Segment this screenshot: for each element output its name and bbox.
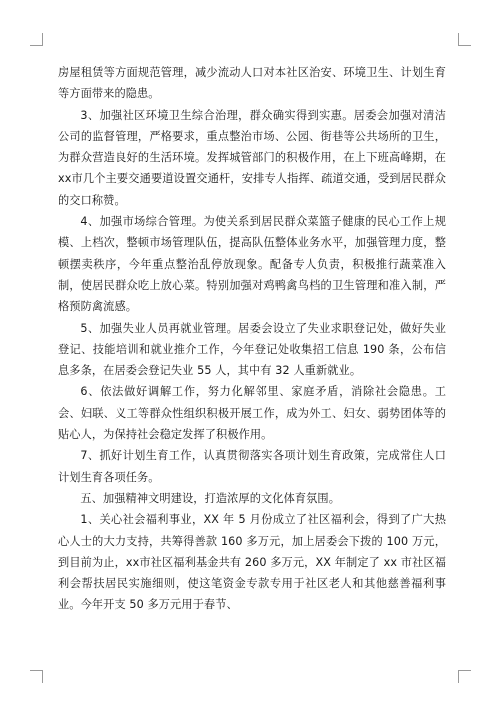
section-heading-5: 五、加强精神文明建设，打造浓厚的文化体育氛围。 [80,491,341,505]
crop-mark-top-right [458,33,471,46]
crop-mark-bottom-left [30,670,43,683]
crop-mark-bottom-right [458,670,471,683]
paragraph-section5-item-1: 1、关心社会福利事业，XX 年 5 月份成立了社区福利会，得到了广大热心人士的大力支持，共筹得善款 160 多万元，加上居委会下拨的 100 万元，到目前为止，xx市社区福利基金共有 260 多万元，XX 年制定了 xx 市社区福利会帮扶居民实施细则，使这笔资金专款专用于社区老人和其他慈善福利事业。今年开支 50 多万元用于春节、 [58,513,446,612]
document-body [58,62,446,616]
paragraph-item-3: 3、加强社区环境卫生综合治理，群众确实得到实惠。居委会加强对清洁公司的监督管理，严格要求，重点整治市场、公园、街巷等公共场所的卫生，为群众营造良好的生活环境。发挥城管部门的积极作用，在上下班高峰期，在xx市几个主要交通要道设置交通杆，安排专人指挥、疏道交通，受到居民群众的交口称赞。 [58,108,446,207]
paragraph-item-4: 4、加强市场综合管理。为使关系到居民群众菜篮子健康的民心工作上规模、上档次，整顿市场管理队伍，提高队伍整体业务水平，加强管理力度，整顿摆卖秩序，今年重点整治乱停放现象。配备专人负责，积极推行蔬菜准入制，使居民群众吃上放心菜。特别加强对鸡鸭禽鸟档的卫生管理和准入制，严格预防禽流感。 [58,215,446,314]
crop-mark-top-left [30,33,43,46]
paragraph-continued: 房屋租赁等方面规范管理，减少流动人口对本社区治安、环境卫生、计划生育等方面带来的隐患。 [58,66,446,101]
paragraph-item-5: 5、加强失业人员再就业管理。居委会设立了失业求职登记处，做好失业登记、技能培训和就业推介工作，今年登记处收集招工信息 190 条，公布信息多条，在居委会登记失业 55 人，其中有 32 人重新就业。 [58,321,446,378]
paragraph-item-6: 6、依法做好调解工作，努力化解邻里、家庭矛盾，消除社会隐患。工会、妇联、义工等群众性组织积极开展工作，成为外工、妇女、弱势团体等的贴心人，为保持社会稳定发挥了积极作用。 [58,385,446,442]
paragraph-item-7: 7、抓好计划生育工作，认真贯彻落实各项计划生育政策，完成常住人口计划生育各项任务。 [58,449,446,484]
